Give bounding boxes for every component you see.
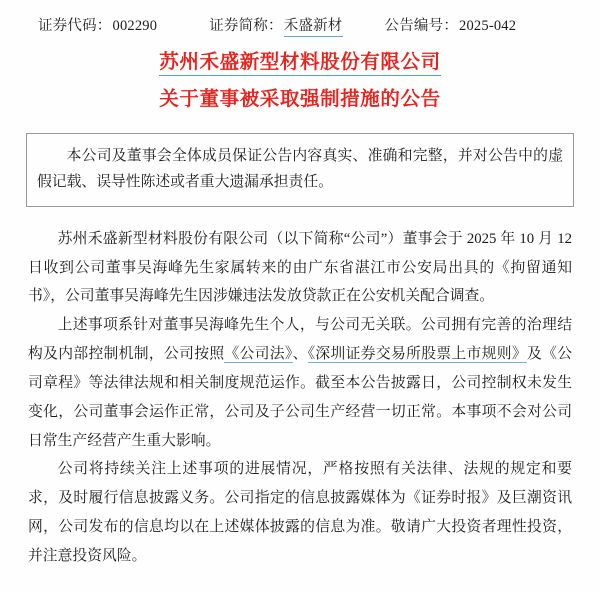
body-paragraph-2 <box>28 311 572 455</box>
disclaimer-box <box>26 133 574 207</box>
title-line-company-wrap <box>0 53 600 76</box>
notice-number-field <box>385 14 517 35</box>
link-szse-listing-rules[interactable]: 《深圳证券交易所股票上市规则》 <box>307 346 527 363</box>
body-paragraph-1-text: 苏州禾盛新型材料股份有限公司（以下简称“公司”）董事会于 2025 年 10 月 12 日收到公司董事吴海峰先生家属转来的由广东省湛江市公安局出具的《拘留通知书》，公司董事吴海峰先生因涉嫌违法发放贷款正在公安机关配合调查。 <box>28 230 572 305</box>
body-paragraph-2-text-c: 及《公司章程》等法律法规和相关制度规范运作。截至本公告披露日，公司控制权未发生变化，公司董事会运作正常，公司及子公司生产经营一切正常。本事项不会对公司日常生产经营产生重大影响。 <box>28 346 572 449</box>
security-name-value: 禾盛新材 <box>284 14 343 37</box>
security-name-field <box>209 14 342 37</box>
title-line-subject-wrap <box>0 76 600 110</box>
disclaimer-text: 本公司及董事会全体成员保证公告内容真实、准确和完整，并对公告中的虚假记载、误导性陈述或者重大遗漏承担责任。 <box>37 148 563 191</box>
notice-number-label: 公告编号： <box>384 18 459 34</box>
announcement-title <box>0 53 600 109</box>
announcement-body <box>28 225 572 571</box>
body-paragraph-2-text-b: 、 <box>292 346 308 363</box>
security-code-label: 证券代码： <box>38 18 112 34</box>
notice-number-value: 2025-042 <box>459 18 517 34</box>
document-header <box>0 0 600 37</box>
body-paragraph-2-text-a: 上述事项系针对董事吴海峰先生个人，与公司无关联。公司拥有完善的治理结构及内部控制机制，公司按照 <box>28 317 572 363</box>
security-code-value: 002290 <box>112 18 158 34</box>
link-company-law[interactable]: 《公司法》 <box>224 346 293 363</box>
security-name-label: 证券简称： <box>209 18 283 34</box>
body-paragraph-3 <box>28 455 572 570</box>
body-paragraph-3-text: 公司将持续关注上述事项的进展情况，严格按照有关法律、法规的规定和要求，及时履行信息披露义务。公司指定的信息披露媒体为《证券时报》及巨潮资讯网，公司发布的信息均以在上述媒体披露的信息为准。敬请广大投资者理性投资，并注意投资风险。 <box>28 461 572 564</box>
body-paragraph-1 <box>28 225 572 312</box>
security-code-field <box>38 14 157 35</box>
title-subject: 关于董事被采取强制措施的公告 <box>159 87 441 110</box>
title-company-name: 苏州禾盛新型材料股份有限公司 <box>159 53 440 76</box>
